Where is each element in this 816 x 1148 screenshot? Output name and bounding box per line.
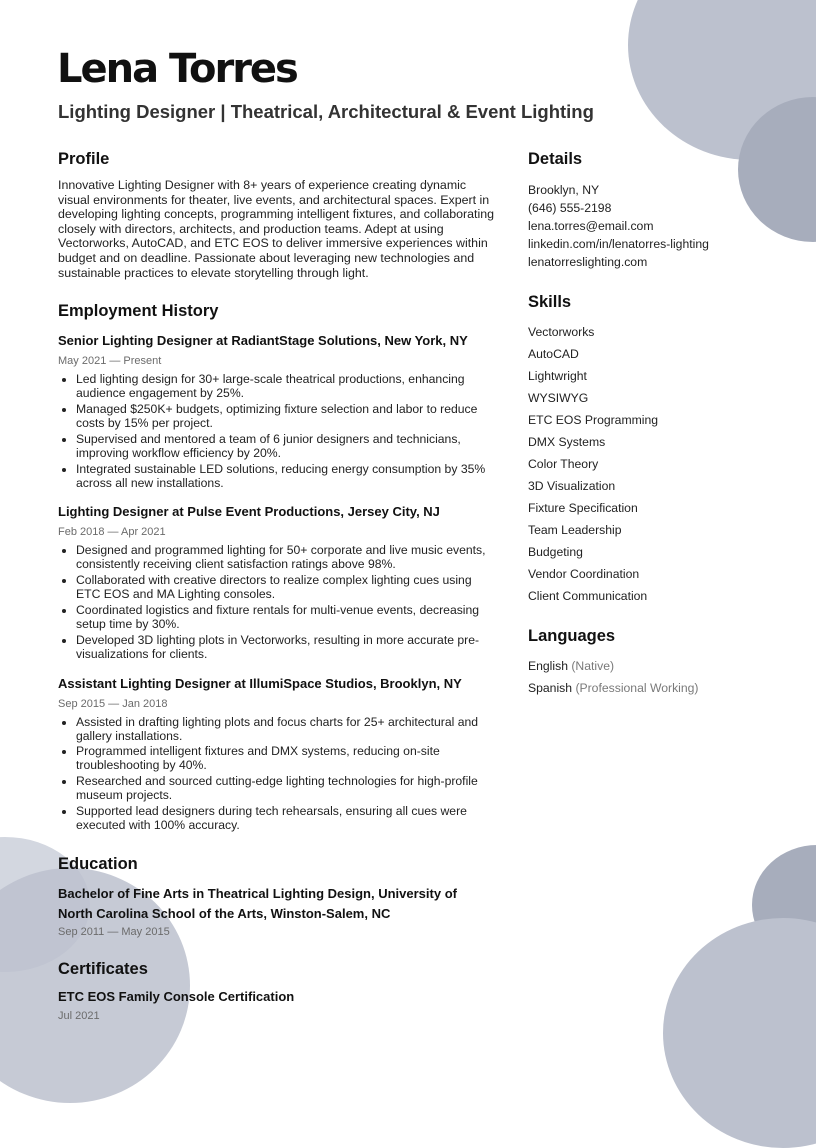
employment-heading: Employment History — [58, 302, 219, 321]
detail-email[interactable]: lena.torres@email.com — [528, 219, 654, 233]
skill-item: Vectorworks — [528, 325, 595, 339]
language-name: English — [528, 659, 568, 673]
job-entry — [58, 333, 498, 490]
skill-item: DMX Systems — [528, 435, 606, 449]
job-entry — [58, 676, 498, 833]
certificates-heading: Certificates — [58, 959, 148, 978]
detail-linkedin[interactable]: linkedin.com/in/lenatorres-lighting — [528, 237, 709, 251]
candidate-name: Lena Torres — [57, 46, 297, 92]
detail-website[interactable]: lenatorreslighting.com — [528, 255, 648, 269]
job-bullet: • Managed $250K+ budgets, optimizing fixture selection and labor to reduce costs by 15% per project. — [76, 403, 498, 431]
profile-heading: Profile — [58, 150, 110, 168]
job-dates: Sep 2015 — Jan 2018 — [58, 697, 168, 710]
job-entry — [58, 504, 498, 661]
skill-item: Budgeting — [528, 545, 583, 559]
job-bullet: • Coordinated logistics and fixture rentals for multi-venue events, decreasing setup time by 30%. — [76, 604, 498, 632]
certificate-dates: Jul 2021 — [58, 1009, 100, 1022]
education-section — [58, 855, 498, 938]
details-heading: Details — [528, 150, 583, 168]
job-title: Senior Lighting Designer at RadiantStage Solutions, New York, NY — [58, 333, 468, 349]
profile-section — [58, 150, 498, 280]
job-title: Assistant Lighting Designer at IllumiSpace Studios, Brooklyn, NY — [58, 675, 462, 691]
skills-section — [528, 293, 788, 607]
language-item — [528, 655, 788, 677]
language-level: (Professional Working) — [575, 681, 699, 695]
job-title: Lighting Designer at Pulse Event Productions, Jersey City, NJ — [58, 504, 440, 520]
employment-section — [58, 302, 498, 833]
job-bullets — [58, 373, 498, 490]
language-level: (Native) — [571, 659, 615, 673]
skill-item: 3D Visualization — [528, 479, 616, 493]
languages-section — [528, 627, 788, 699]
job-bullet: • Developed 3D lighting plots in Vectorworks, resulting in more accurate pre-visualizations for clients. — [76, 634, 498, 662]
detail-phone: (646) 555-2198 — [528, 201, 612, 215]
skill-item: AutoCAD — [528, 347, 579, 361]
language-item — [528, 677, 788, 699]
job-bullet: • Integrated sustainable LED solutions, reducing energy consumption by 35% across all new installations. — [76, 463, 498, 491]
skill-item: Color Theory — [528, 457, 599, 471]
languages-heading: Languages — [528, 627, 616, 645]
skill-item: Fixture Specification — [528, 501, 638, 515]
education-heading: Education — [58, 854, 138, 873]
job-bullet: • Designed and programmed lighting for 50+ corporate and live music events, consistently receiving client satisfaction ratings above 98%. — [76, 544, 498, 572]
skill-item: Client Communication — [528, 589, 648, 603]
skills-heading: Skills — [528, 293, 572, 311]
skill-item: WYSIWYG — [528, 391, 589, 405]
language-name: Spanish — [528, 681, 573, 695]
details-section — [528, 150, 788, 271]
detail-location: Brooklyn, NY — [528, 183, 600, 197]
profile-text: Innovative Lighting Designer with 8+ years of experience creating dynamic visual environments for theater, live events, and architectural spaces. Expert in developing lighting concepts, programming intelligent fixtures, and collaborating closely with directors, architects, and production teams. Adept at using Vectorworks, AutoCAD, and ETC EOS to deliver immersive experiences within budget and on deadline. Passionate about leveraging new technologies and sustainable practices to elevate storytelling through light. — [58, 178, 494, 280]
job-bullet: • Programmed intelligent fixtures and DMX systems, reducing on-site troubleshooting by 40%. — [76, 745, 498, 773]
skill-item: Team Leadership — [528, 523, 622, 537]
job-bullet: • Collaborated with creative directors to realize complex lighting cues using ETC EOS and MA Lighting consoles. — [76, 574, 498, 602]
education-degree: Bachelor of Fine Arts in Theatrical Lighting Design, University of North Carolina School of the Arts, Winston-Salem, NC — [58, 885, 457, 921]
certificate-name: ETC EOS Family Console Certification — [58, 988, 295, 1004]
sidebar-column — [528, 150, 788, 699]
job-bullet: • Led lighting design for 30+ large-scale theatrical productions, enhancing audience engagement by 25%. — [76, 373, 498, 401]
job-dates: Feb 2018 — Apr 2021 — [58, 526, 166, 539]
certificates-section — [58, 960, 498, 1022]
job-bullet: • Supported lead designers during tech rehearsals, ensuring all cues were executed with 100% accuracy. — [76, 805, 498, 833]
main-column — [58, 150, 498, 1028]
job-bullet: • Supervised and mentored a team of 6 junior designers and technicians, improving workflow efficiency by 20%. — [76, 433, 498, 461]
job-bullets — [58, 544, 498, 661]
job-bullet: • Researched and sourced cutting-edge lighting technologies for high-profile museum projects. — [76, 775, 498, 803]
education-dates: Sep 2011 — May 2015 — [58, 925, 170, 938]
job-dates: May 2021 — Present — [58, 355, 162, 368]
job-bullet: • Assisted in drafting lighting plots and focus charts for 25+ architectural and gallery installations. — [76, 716, 498, 744]
skill-item: Vendor Coordination — [528, 567, 640, 581]
job-bullets — [58, 716, 498, 833]
skill-item: Lightwright — [528, 369, 587, 383]
candidate-headline: Lighting Designer | Theatrical, Architectural & Event Lighting — [58, 101, 594, 122]
skill-item: ETC EOS Programming — [528, 413, 659, 427]
